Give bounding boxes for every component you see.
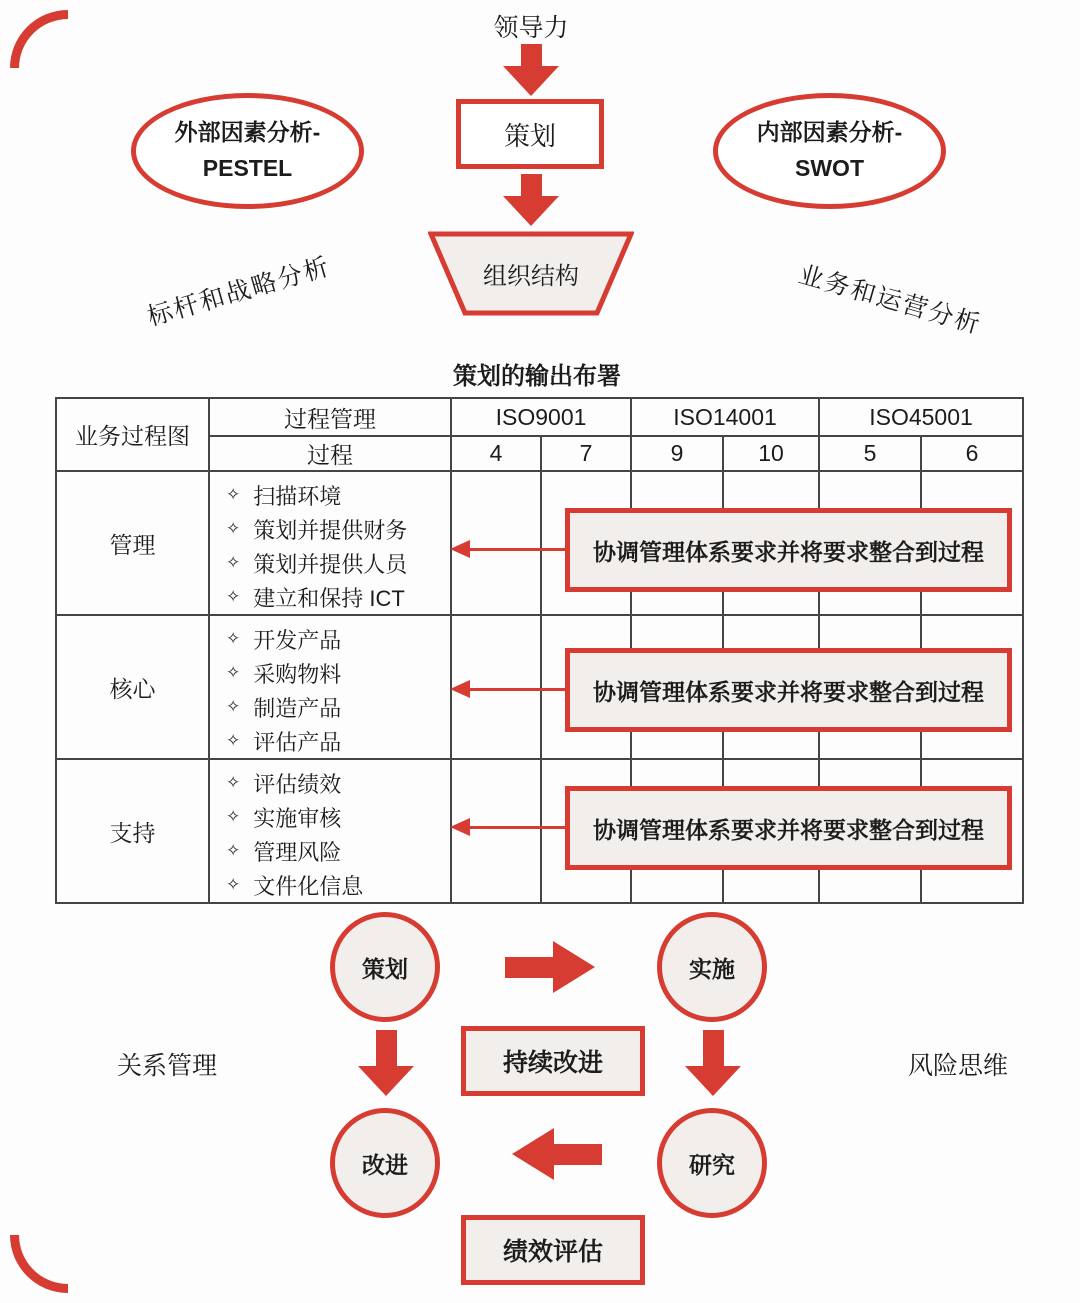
leadership-label: 领导力 xyxy=(493,14,569,42)
list-item: ✧ 评估产品 xyxy=(226,729,342,755)
row-label-support: 支持 xyxy=(56,759,209,903)
row-label-core: 核心 xyxy=(56,615,209,759)
diamond-bullet-icon: ✧ xyxy=(226,485,241,504)
list-item: ✧ 开发产品 xyxy=(226,627,342,653)
list-item: ✧ 策划并提供人员 xyxy=(226,551,408,577)
diamond-bullet-icon: ✧ xyxy=(226,875,241,894)
left-arrow-icon xyxy=(512,1128,602,1180)
diamond-bullet-icon: ✧ xyxy=(226,841,241,860)
clause-number: 10 xyxy=(723,436,819,471)
diamond-bullet-icon: ✧ xyxy=(226,663,241,682)
list-item: ✧ 扫描环境 xyxy=(226,483,342,509)
header-process: 过程 xyxy=(209,436,451,471)
process-list xyxy=(209,471,451,615)
pdca-study-circle: 研究 xyxy=(657,1108,767,1218)
benchmark-strategy-label: 标杆和战略分析 xyxy=(144,252,334,332)
list-item: ✧ 制造产品 xyxy=(226,695,342,721)
clause-number: 4 xyxy=(451,436,541,471)
swot-line2: SWOT xyxy=(795,155,864,181)
diamond-bullet-icon: ✧ xyxy=(226,629,241,648)
callout-management: 协调管理体系要求并将要求整合到过程 xyxy=(565,508,1012,592)
diamond-bullet-icon: ✧ xyxy=(226,587,241,606)
header-iso9001: ISO9001 xyxy=(451,398,631,436)
diamond-bullet-icon: ✧ xyxy=(226,773,241,792)
planning-box: 策划 xyxy=(456,99,604,169)
diamond-bullet-icon: ✧ xyxy=(226,807,241,826)
frame-corner-bottom-left xyxy=(10,1235,68,1293)
list-item: ✧ 策划并提供财务 xyxy=(226,517,408,543)
frame-corner-top-left xyxy=(10,10,68,68)
pdca-act-circle: 改进 xyxy=(330,1108,440,1218)
down-arrow-icon xyxy=(503,174,559,226)
risk-thinking-label: 风险思维 xyxy=(908,1052,1009,1080)
swot-ellipse xyxy=(713,93,946,209)
pestel-line2: PESTEL xyxy=(202,155,293,181)
callout-core: 协调管理体系要求并将要求整合到过程 xyxy=(565,648,1012,732)
clause-number: 9 xyxy=(631,436,723,471)
left-arrow-icon xyxy=(470,826,565,829)
left-arrow-icon xyxy=(470,548,565,551)
pdca-do-circle: 实施 xyxy=(657,912,767,1022)
right-arrow-icon xyxy=(505,941,595,993)
diamond-bullet-icon: ✧ xyxy=(226,553,241,572)
list-item: ✧ 实施审核 xyxy=(226,805,342,831)
down-arrow-icon xyxy=(503,44,559,96)
process-list xyxy=(209,759,451,903)
header-iso14001: ISO14001 xyxy=(631,398,819,436)
continuous-improvement-box: 持续改进 xyxy=(461,1026,645,1096)
pestel-line1: 外部因素分析- xyxy=(174,119,321,146)
callout-support: 协调管理体系要求并将要求整合到过程 xyxy=(565,786,1012,870)
diamond-bullet-icon: ✧ xyxy=(226,697,241,716)
org-structure-label: 组织结构 xyxy=(483,263,579,290)
header-business-process-map: 业务过程图 xyxy=(56,398,209,471)
list-item: ✧ 评估绩效 xyxy=(226,771,342,797)
header-iso45001: ISO45001 xyxy=(819,398,1023,436)
clause-number: 6 xyxy=(921,436,1023,471)
list-item: ✧ 管理风险 xyxy=(226,839,342,865)
business-operations-label: 业务和运营分析 xyxy=(795,260,985,340)
left-arrow-icon xyxy=(470,688,565,691)
process-list xyxy=(209,615,451,759)
clause-number: 7 xyxy=(541,436,631,471)
list-item: ✧ 建立和保持 ICT xyxy=(226,585,405,611)
clause-number: 5 xyxy=(819,436,921,471)
swot-line1: 内部因素分析- xyxy=(756,119,903,146)
diamond-bullet-icon: ✧ xyxy=(226,731,241,750)
pestel-ellipse xyxy=(131,93,364,209)
diamond-bullet-icon: ✧ xyxy=(226,519,241,538)
table-title: 策划的输出布署 xyxy=(453,363,621,390)
down-arrow-icon xyxy=(358,1030,414,1096)
list-item: ✧ 文件化信息 xyxy=(226,873,364,899)
list-item: ✧ 采购物料 xyxy=(226,661,342,687)
down-arrow-icon xyxy=(685,1030,741,1096)
header-process-mgmt: 过程管理 xyxy=(209,398,451,436)
row-label-management: 管理 xyxy=(56,471,209,615)
pdca-plan-circle: 策划 xyxy=(330,912,440,1022)
performance-evaluation-box: 绩效评估 xyxy=(461,1215,645,1285)
relationship-management-label: 关系管理 xyxy=(117,1052,218,1080)
